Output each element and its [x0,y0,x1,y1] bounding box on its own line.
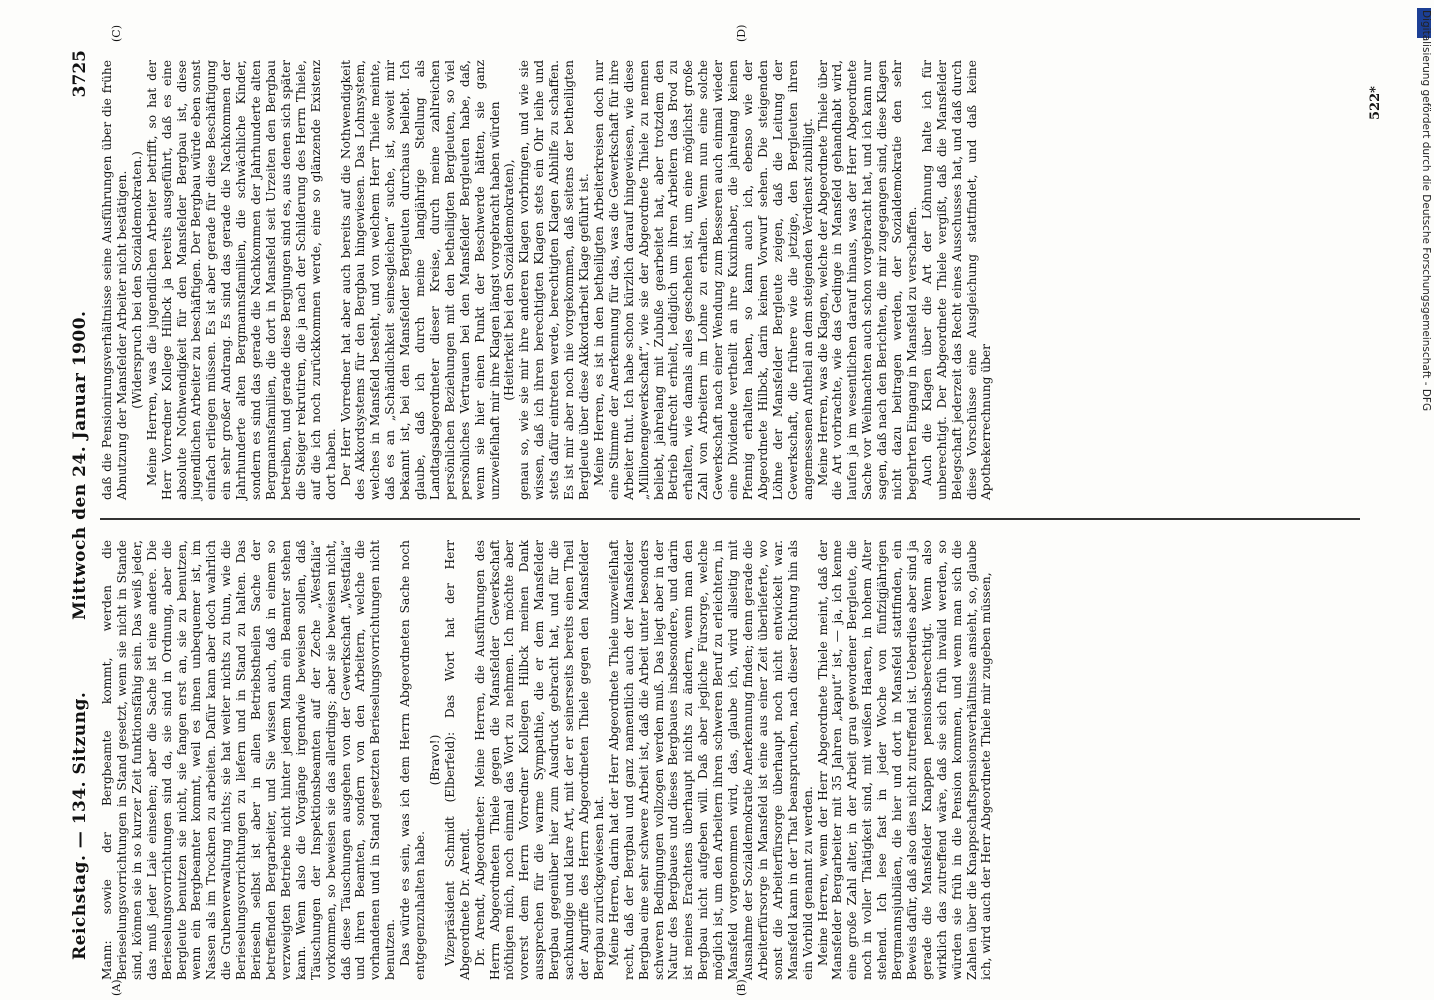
paragraph: Meine Herren, was die Klagen, welche der Abgeordnete Thiele über die Art vorbrachte, wie das Gedinge in Mansfeld gehandhabt wird, laufen ja im wesentlichen darauf hinaus, was der Herr Abgeordnete Sache vor Weihnachten auch schon vorgebracht hat, und ich kann nur sagen, daß nach den Berichten, die mir zugegangen sind, diese Klagen nicht dazu beitragen werden, der Sozialdemokratie den sehr begehrten Eingang in Mansfeld zu verschaffen. [815,60,919,500]
paragraph: Vizepräsident Schmidt (Elberfeld): Das Wort hat der Herr Abgeordnete Dr. Arendt. [442,540,472,980]
header-page-number: 3725 [70,50,90,98]
paragraph: Meine Herren, was die jugendlichen Arbeiter betrifft, so hat der Herr Vorredner Kollege Hilbck ja bereits ausgeführt, daß es eine absolute Nothwendigkeit für den Mansfelder Bergbau ist, diese jugendlichen Arbeiter zu beschäftigen. Der Bergbau würde eben sonst einfach erliegen müssen. Es ist aber gerade für diese Beschäftigung ein sehr großer Andrang. Es sind das gerade die Nachkommen der Jahrhunderte alten Bergmannsfamilien, die schwächliche Kinder, sondern es sind das gerade die Nachkommen der Jahrhunderte alten Bergmannsfamilien, die dort in Mansfeld seit Urzeiten den Bergbau betreiben, und gerade diese Bergjungen sind es, aus denen sich später die Steiger rekrutiren, die ja nach der Schilderung des Herrn Thiele, auf die ich noch zurückkommen werde, eine so glänzende Existenz dort haben. [144,60,338,500]
marker-b: (B) [735,979,748,996]
marker-c: (C) [110,25,123,42]
paragraph: (Bravo!) [427,734,442,786]
paragraph: (Heiterkeit bei den Sozialdemokraten), [502,159,517,401]
paragraph: Auch die Klagen über die Art der Löhnung halte ich für unberechtigt. Der Abgeordnete Thiele vergißt, daß die Mansfelder Belegschaft jederzeit das Recht eines Ausschusses hat, und daß durch diese Vorschüsse eine Ausgleichung stattfindet, und daß keine Apothekerrechnung über [919,60,994,500]
paragraph: Meine Herren, darin hat der Herr Abgeordnete Thiele unzweifelhaft recht, daß der Bergbau und ganz namentlich auch der Mansfelder Bergbau eine sehr schwere Arbeit ist, daß die Arbeit unter besonders schweren Bedingungen vollzogen werden muß. Das liegt aber in der Natur des Bergbaues und dieses Bergbaues insbesondere, und darin ist meines Erachtens überhaupt nichts zu ändern, wenn man den Bergbau nicht aufgeben will. Daß aber jegliche Fürsorge, welche möglich ist, um den Arbeitern ihren schweren Beruf zu erleichtern, in Mansfeld vorgenommen wird, das, glaube ich, wird allseitig mit Ausnahme der Sozialdemokratie Anerkennung finden; denn gerade die Arbeiterfürsorge in Mansfeld ist eine aus einer Zeit überlieferte, wo sonst die Arbeiterfürsorge überhaupt noch nicht entwickelt war. Mansfeld kann in der That beanspruchen, nach dieser Richtung hin als ein Vorbild genannt zu werden. [606,540,815,980]
left-column [100,540,994,980]
marker-d: (D) [735,24,748,42]
paragraph: Meine Herren, wenn der Herr Abgeordnete Thiele meint, daß der Mansfelder Bergarbeiter mit 35 Jahren „kaput“ ist, — ja, ich kenne eine große Zahl alter, in der Arbeit grau gewordener Bergleute, die noch in voller Thätigkeit sind, mit weißen Haaren, in hohem Alter stehend. Ich lese fast in jeder Woche von fünfzigjährigen Bergmannsjubiläen, die hier und dort in Mansfeld stattfinden, ein Beweis dafür, daß also dies nicht zutreffend ist. Ueberdies aber sind ja gerade die Mansfelder Knappen pensionsberechtigt. Wenn also wirklich das zutreffend wäre, daß sie sich früh invalid werden, so würden sie früh in die Pension kommen, und wenn man sich die Zahlen über die Knappschaftspensionsverhältnisse ansieht, so, glaube ich, wird auch der Herr Abgeordnete Thiele mir zugeben müssen, [815,540,994,980]
paragraph: Mann: sowie der Bergbeamte kommt, werden die Berieselungsvorrichtungen in Stand gesetzt, wenn sie nicht in Stande sind, können sie in so kurzer Zeit funktionsfähig sein. Das weiß jeder, das muß jeder Laie einsehen; aber die Sache ist eine andere. Die Berieselungsvorrichtungen sind da, sie sind in Ordnung, aber die Bergleute benutzen sie nicht, sie fangen erst an, sie zu benutzen, wenn ein Bergbeamter kommt, weil es ihnen unbequemer ist, im Nassen als im Trocknen zu arbeiten. Dafür kann aber doch wahrlich die Grubenverwaltung nichts; sie hat weiter nichts zu thun, wie die Berieselungsvorrichtungen zu liefern und in Stand zu halten. Das Berieseln selbst ist aber in allen Betriebstheilen Sache der betreffenden Bergarbeiter, und Sie wissen auch, daß in einem so verzweigten Betriebe nicht hinter jedem Mann ein Beamter stehen kann. Wenn also die Vorgänge irgendwie beweisen sollen, daß Täuschungen der Inspektionsbeamten auf der Zeche „Westfalia“ vorkommen, so beweisen sie das allerdings; aber sie beweisen nicht, daß diese Täuschungen ausgehen von der Gewerkschaft „Westfalia“ und ihren Beamten, sondern von den Arbeitern, welche die vorhandenen und in Stand gesetzten Berieselungsvorrichtungen nicht benutzen. [100,540,398,980]
paragraph: genau so, wie sie mir ihre anderen Klagen vorbringen, und wie sie wissen, daß ich ihren berechtigten Klagen stets ein Ohr leihe und stets dafür eintreten werde, berechtigten Klagen Abhilfe zu schaffen. Es ist mir aber noch nie vorgekommen, daß seitens der betheiligten Bergleute über diese Akkordarbeit Klage geführt ist. [517,60,591,500]
page-header [62,50,98,960]
header-date: Mittwoch den 24. Januar 1900. [70,310,90,620]
paragraph: Dr. Arendt, Abgeordneter: Meine Herren, die Ausführungen des Herrn Abgeordneten Thiele gegen die Mansfelder Gewerkschaft nöthigen mich, noch einmal das Wort zu nehmen. Ich möchte aber vorerst dem Herrn Vorredner Kollegen Hilbck meinen Dank aussprechen für die warme Sympathie, die er dem Mansfelder Bergbau gegenüber hier zum Ausdruck gebracht hat, und für die sachkundige und klare Art, mit der er seinerseits bereits einen Theil der Angriffe des Herrn Abgeordneten Thiele gegen den Mansfelder Bergbau zurückgewiesen hat. [472,540,606,980]
paragraph: Das würde es sein, was ich dem Herrn Abgeordneten Sache noch entgegenzuhalten habe. [398,540,428,980]
dfg-credit-text: Digitalisierung gefördert durch die Deutsche Forschungsgemeinschaft - DFG [1420,10,1432,412]
right-column [100,60,994,500]
dfg-credit [1418,10,1432,630]
marker-a: (A) [110,979,123,996]
signature-mark: 522* [1368,86,1383,120]
paragraph: Der Herr Vorredner hat aber auch bereits auf die Nothwendigkeit des Akkordsystems für den Bergbau hingewiesen. Das Lohnsystem, welches in Mansfeld besteht, und von welchem Herr Thiele meinte, daß es an „Schändlichkeit seinesgleichen“ suche, ist, soweit mir bekannt ist, bei den Mansfelder Bergleuten durchaus beliebt. Ich glaube, daß ich durch meine langjährige Stellung als Landtagsabgeordneter dieser Kreise, durch meine zahlreichen persönlichen Beziehungen mit den betheiligten Bergleuten, so viel persönliches Vertrauen bei den Mansfelder Bergleuten habe, daß, wenn sie hier einen Punkt der Beschwerde hätten, sie ganz unzweifelhaft mir ihre Klagen längst vorgebracht haben würden [338,60,502,500]
header-session: Reichstag. — 134. Sitzung. [70,691,90,960]
paragraph: daß die Pensionirungsverhältnisse seine Ausführungen über die frühe Abnutzung der Mansfelder Arbeiter nicht bestätigen. [100,60,129,500]
paragraph: Meine Herren, es ist in den betheiligten Arbeiterkreisen doch nur eine Stimme der Anerkennung für das, was die Gewerkschaft für ihre Arbeiter thut. Ich habe schon kürzlich darauf hingewiesen, wie diese „Millionengewerkschaft“, wie sie der Abgeordnete Thiele zu nennen beliebt, jahrelang mit Zubuße gearbeitet hat, aber trotzdem den Betrieb aufrecht erhielt, lediglich um ihren Arbeitern das Brod zu erhalten, wie damals alles geschehen ist, um eine möglichst große Zahl von Arbeitern im Lohne zu erhalten. Wenn nun eine solche Gewerkschaft nach einer Wendung zum Besseren auch einmal wieder eine Dividende vertheilt an ihre Kuxinhaber, die jahrelang keinen Pfennig erhalten haben, so kann auch ich, ebenso wie der Abgeordnete Hilbck, darin keinen Vorwurf sehen. Die steigenden Löhne der Mansfelder Bergleute zeigen, daß die Leitung der Gewerkschaft, die frühere wie die jetzige, den Bergleuten ihren angemessenen Antheil an dem steigenden Verdienst zubilligt. [591,60,815,500]
paragraph: (Widerspruch bei den Sozialdemokraten.) [129,151,144,409]
column-divider [100,519,1360,521]
